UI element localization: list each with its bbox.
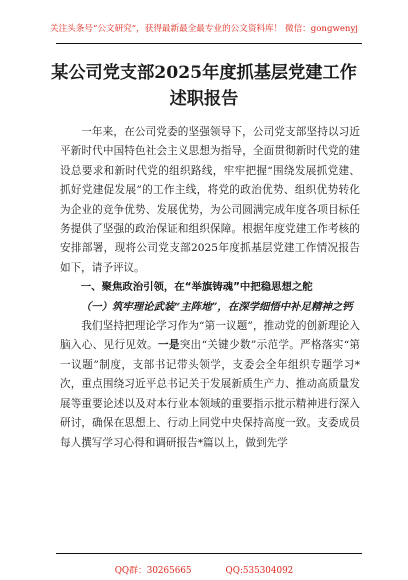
footer-qq-group: QQ群：30265665 <box>114 566 192 576</box>
section-1-heading: 一、聚焦政治引领，在“举旗铸魂”中把稳思想之舵 <box>80 281 313 294</box>
subsection-1-heading: （一）筑牢理论武装“主阵地”，在深学细悟中补足精神之钙 <box>80 300 353 313</box>
paragraph-2-marker: 一是 <box>158 339 180 352</box>
title-line-1: 某公司党支部2025年度抓基层党建工作 <box>51 63 357 83</box>
title-line-2: 述职报告 <box>169 89 239 109</box>
header-note: 关注头条号“公文研究”，获得最新最全最专业的公文资料库！ 微信：gongwenyj <box>50 24 358 34</box>
footer <box>0 563 408 576</box>
paragraph-2-start: 我们坚持把理论学习作为“第一议题”，推动党的创新理论入脑入心、见行见效。 <box>60 320 360 352</box>
footer-qq: QQ:535304092 <box>225 566 294 576</box>
header-rule <box>56 43 362 44</box>
paragraph-2-rest: 突出“关键少数”示范学。严格落实“第一议题”制度，支部书记带头领学，支委会全年组织专题学习*次，重点围绕习近平总书记关于发展新质生产力、推动高质量发展等重要论述以及对本行业本领域的重要指示批示精神进行深入研讨，确保在思想上、行动上同党中央保持高度一致。支委成员每人撰写学习心得和调研报告*篇以上，做到先学 <box>60 339 360 449</box>
paragraph-2 <box>60 317 360 453</box>
document-title <box>40 60 368 112</box>
footer-rule <box>56 553 362 554</box>
intro-paragraph: 一年来，在公司党委的坚强领导下，公司党支部坚持以习近平新时代中国特色社会主义思想为指导，全面贯彻新时代党的建设总要求和新时代党的组织路线，牢牢把握“围绕发展抓党建、抓好党建促发展”的工作主线，将党的政治优势、组织优势转化为企业的竞争优势、发展优势，为公司圆满完成年度各项目标任务提供了坚强的政治保证和组织保障。根据年度党建工作考核的安排部署，现将公司党支部2025年度抓基层党建工作情况报告如下，请予评议。 <box>60 126 360 274</box>
document-body <box>60 123 360 453</box>
